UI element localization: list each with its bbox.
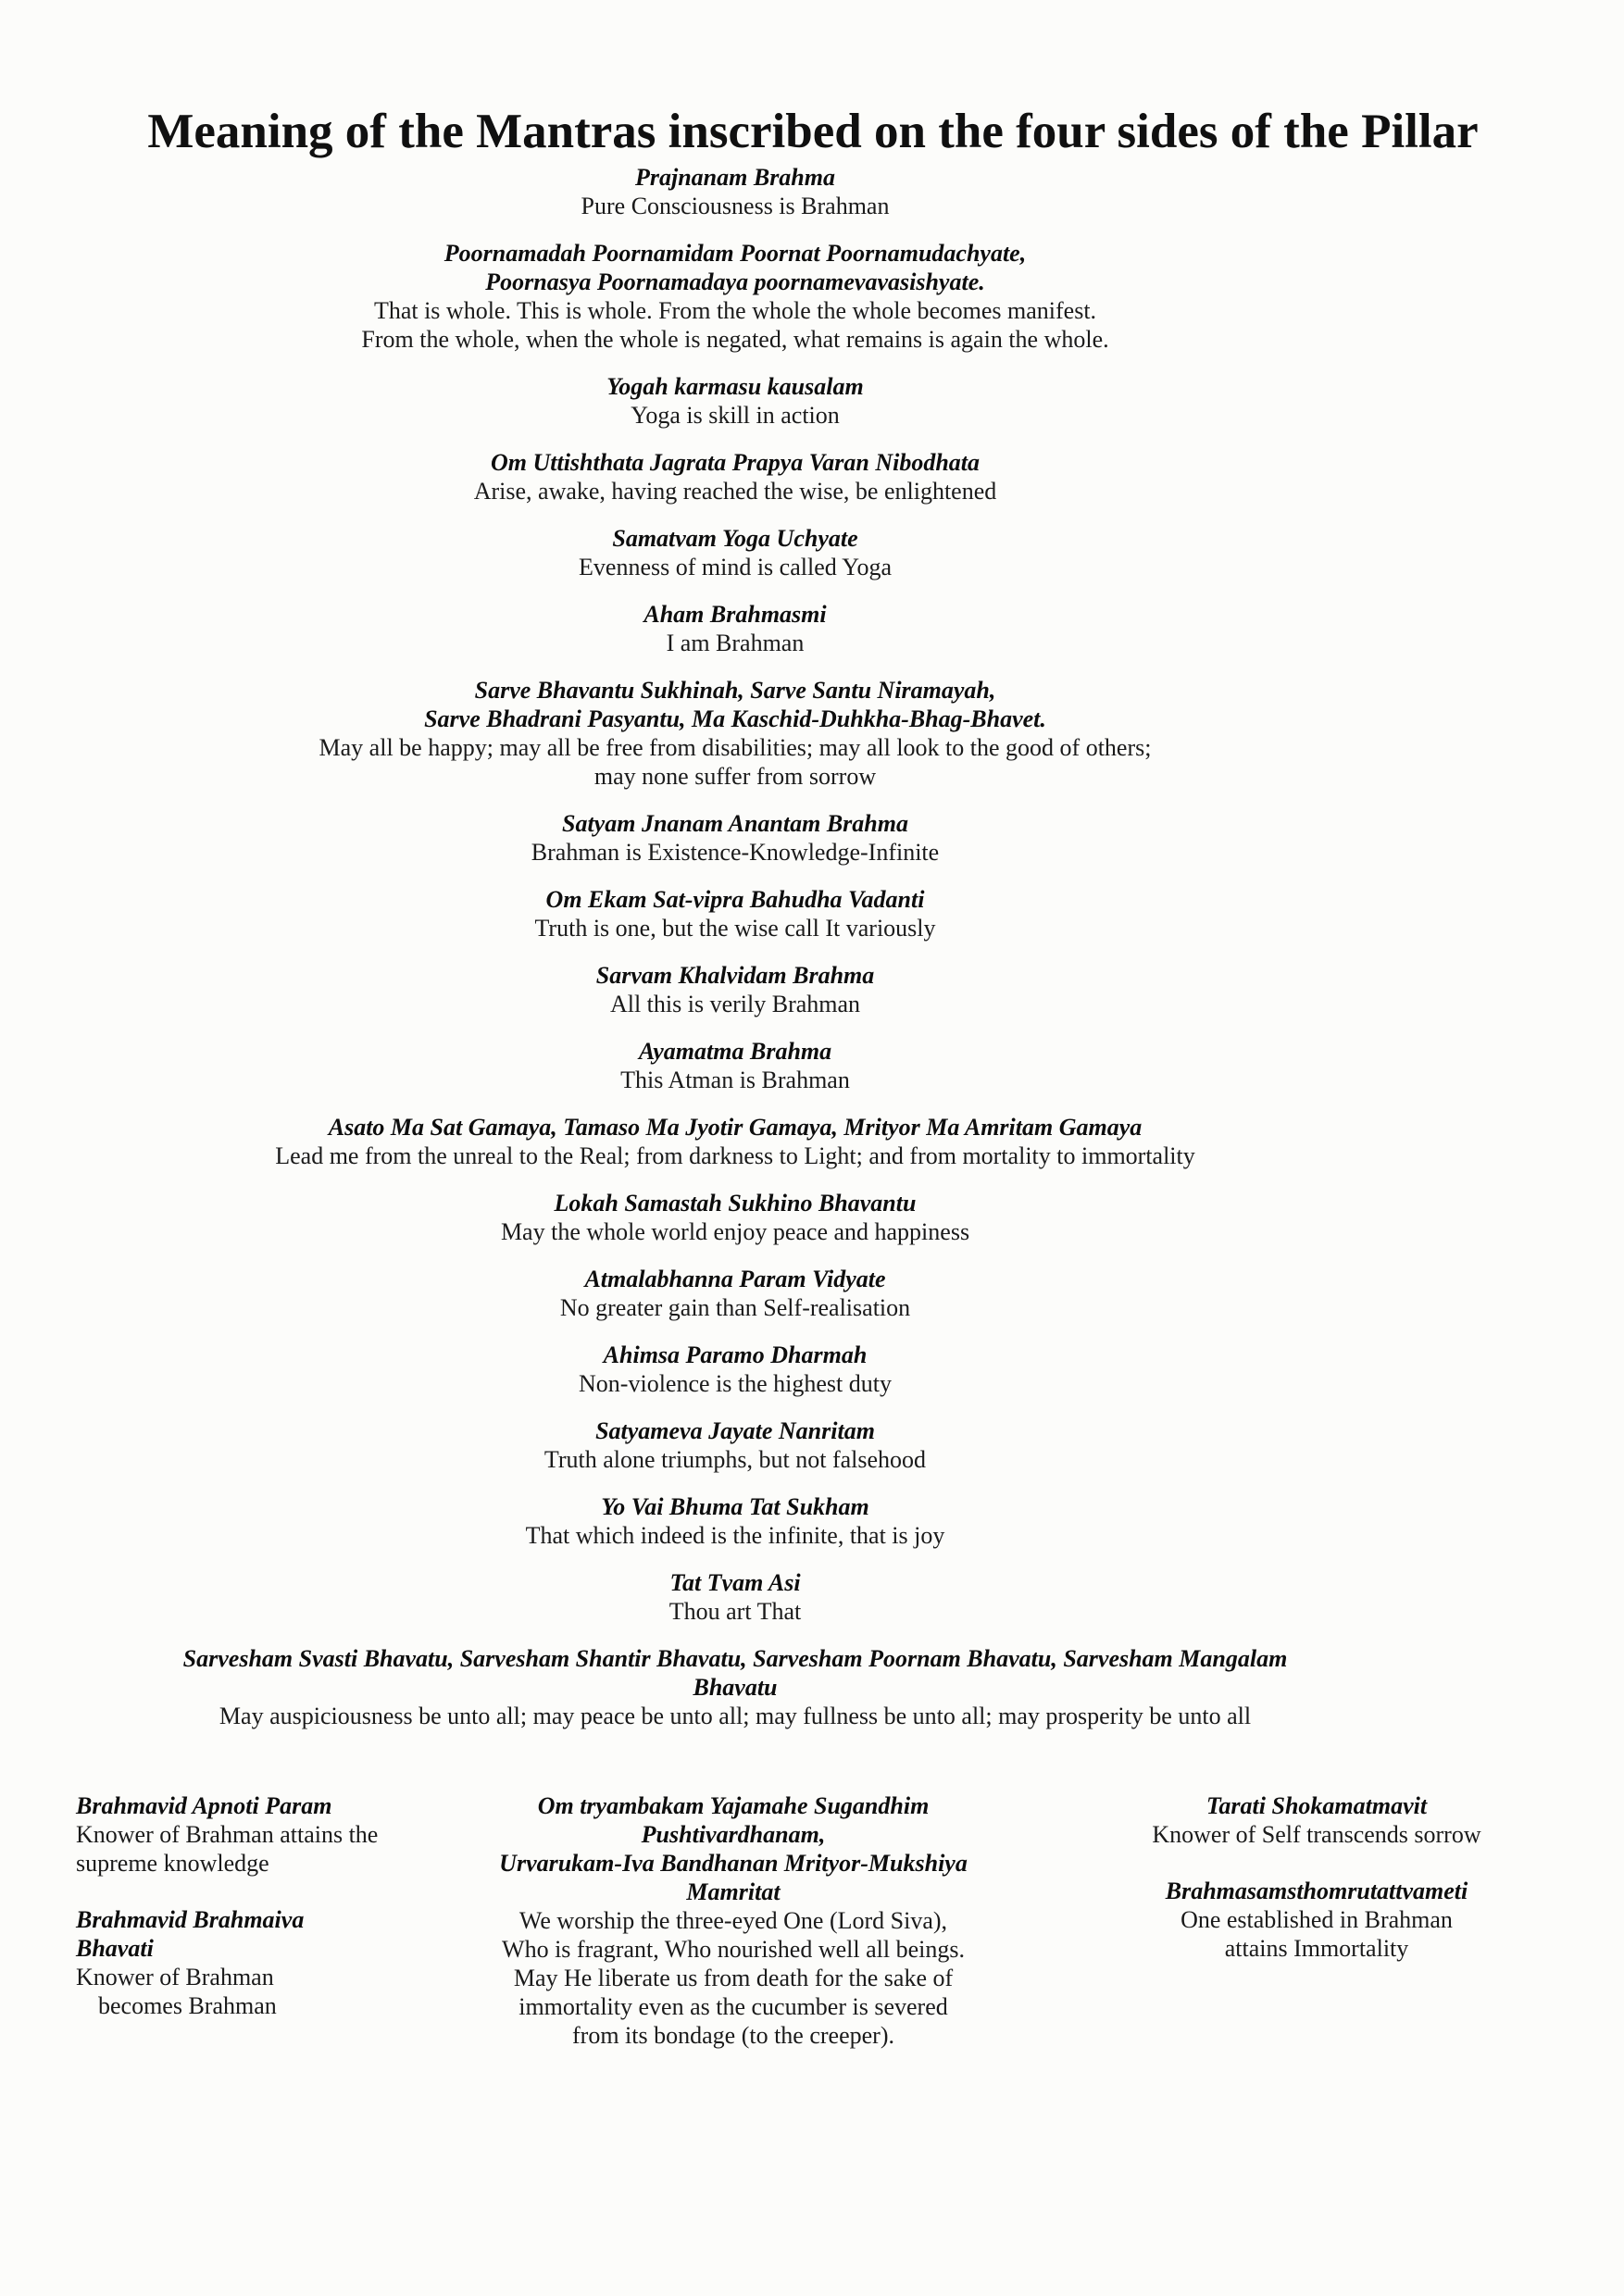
translation-line: attains Immortality [1224,1935,1409,1962]
translation-line: Arise, awake, having reached the wise, be enlightened [473,478,997,505]
sanskrit-line: Sarve Bhavantu Sukhinah, Sarve Santu Niramayah, [474,677,996,704]
mantra-block [76,448,1394,505]
translation-line: Yoga is skill in action [631,402,840,429]
column-center [381,1791,1085,2078]
sanskrit-line: Atmalabhanna Param Vidyate [584,1266,886,1292]
translation-line: Knower of Self transcends sorrow [1152,1821,1481,1848]
sanskrit-line: Satyam Jnanam Anantam Brahma [562,810,908,837]
translation-line: Knower of Brahman attains the [76,1821,379,1848]
translation-line: No greater gain than Self-realisation [559,1294,911,1321]
translation-line: From the whole, when the whole is negated, what remains is again the whole. [361,326,1109,353]
translation-line: May auspiciousness be unto all; may peace be unto all; may fullness be unto all; may prosperity be unto all [219,1703,1252,1729]
mantra-block [76,1492,1394,1550]
mantra-block [409,1791,1057,2050]
translation-line: This Atman is Brahman [620,1067,850,1093]
sanskrit-line: Urvarukam-Iva Bandhanan Mrityor-Mukshiya [499,1850,968,1877]
mantra-block [1085,1877,1548,1963]
mantra-block [76,961,1394,1018]
mantra-block [76,1416,1394,1474]
translation-line: Pure Consciousness is Brahman [581,193,890,219]
translation-line: Knower of Brahman [76,1964,274,1990]
mantra-block [0,1644,1480,1730]
mantra-block [76,239,1394,354]
mantra-list [76,163,1394,1730]
mantra-block [76,1113,1394,1170]
mantra-block [76,885,1394,942]
translation-line: All this is verily Brahman [609,991,861,1017]
translation-line: I am Brahman [666,630,805,656]
footer-columns [76,1791,1548,2078]
sanskrit-line: Poornasya Poornamadaya poornamevavasishyate. [485,268,985,295]
translation-line: immortality even as the cucumber is severed [518,1993,948,2020]
column-right [1085,1791,1548,2078]
page-title: Meaning of the Mantras inscribed on the four sides of the Pillar [147,105,1479,158]
mantra-block [76,1568,1394,1626]
translation-line: May the whole world enjoy peace and happiness [500,1218,970,1245]
translation-line: Who is fragrant, Who nourished well all beings. [502,1936,965,1963]
mantra-block [76,1265,1394,1322]
translation-line: That which indeed is the infinite, that is joy [525,1522,945,1549]
translation-line: We worship the three-eyed One (Lord Siva), [518,1907,948,1934]
mantra-block [76,163,1394,220]
mantra-block [76,1189,1394,1246]
translation-line: That is whole. This is whole. From the whole the whole becomes manifest. [373,297,1097,324]
sanskrit-line: Om Ekam Sat-vipra Bahudha Vadanti [545,886,925,913]
translation-line: Truth alone triumphs, but not falsehood [543,1446,927,1473]
sanskrit-line: Lokah Samastah Sukhino Bhavantu [554,1190,917,1217]
translation-line: Thou art That [668,1598,802,1625]
mantra-block [76,1905,381,2020]
column-left [76,1791,381,2078]
translation-line: supreme knowledge [76,1850,269,1877]
sanskrit-line: Brahmasamsthomrutattvameti [1165,1878,1468,1904]
mantra-block [76,600,1394,657]
translation-line: from its bondage (to the creeper). [572,2022,894,2049]
mantra-block [76,809,1394,867]
sanskrit-line: Samatvam Yoga Uchyate [612,525,858,552]
mantra-block [76,676,1394,791]
sanskrit-line: Yogah karmasu kausalam [606,373,864,400]
sanskrit-line: Mamritat [686,1878,781,1905]
translation-line: May all be happy; may all be free from disabilities; may all look to the good of others; [319,734,1152,761]
mantra-block [76,1037,1394,1094]
translation-line: Non-violence is the highest duty [579,1370,892,1397]
sanskrit-line: Yo Vai Bhuma Tat Sukham [601,1493,869,1520]
sanskrit-line: Brahmavid Apnoti Param [76,1792,332,1819]
mantra-block [76,1791,381,1878]
translation-line: Brahman is Existence-Knowledge-Infinite [531,839,940,866]
translation-line: may none suffer from sorrow [593,763,877,790]
sanskrit-line: Sarve Bhadrani Pasyantu, Ma Kaschid-Duhkha-Bhag-Bhavet. [424,705,1046,732]
sanskrit-line: Tarati Shokamatmavit [1206,1792,1428,1819]
translation-line: One established in Brahman [1181,1906,1453,1933]
sanskrit-line: Bhavatu [693,1674,778,1701]
sanskrit-line: Poornamadah Poornamidam Poornat Poornamudachyate, [443,240,1027,267]
sanskrit-line: Tat Tvam Asi [669,1569,801,1596]
sanskrit-line: Satyameva Jayate Nanritam [595,1417,875,1444]
translation-line: Lead me from the unreal to the Real; from darkness to Light; and from mortality to immortality [275,1142,1195,1169]
sanskrit-line: Sarvesham Svasti Bhavatu, Sarvesham Shantir Bhavatu, Sarvesham Poornam Bhavatu, Sarvesham Mangalam [182,1645,1288,1672]
sanskrit-line: Ayamatma Brahma [638,1038,832,1065]
sanskrit-line: Ahimsa Paramo Dharmah [603,1341,868,1368]
sanskrit-line: Aham Brahmasmi [643,601,827,628]
sanskrit-line: Om Uttishthata Jagrata Prapya Varan Nibodhata [490,449,981,476]
sanskrit-line: Prajnanam Brahma [634,164,835,191]
mantra-block [1085,1791,1548,1849]
mantra-block [76,1341,1394,1398]
sanskrit-line: Om tryambakam Yajamahe Sugandhim [537,1792,930,1819]
mantra-block [76,524,1394,581]
sanskrit-line: Pushtivardhanam, [641,1821,826,1848]
translation-line: becomes Brahman [98,1992,277,2019]
translation-line: Evenness of mind is called Yoga [579,554,892,580]
translation-line: Truth is one, but the wise call It variously [534,915,936,942]
sanskrit-line: Asato Ma Sat Gamaya, Tamaso Ma Jyotir Gamaya, Mrityor Ma Amritam Gamaya [328,1114,1143,1141]
sanskrit-line: Sarvam Khalvidam Brahma [595,962,875,989]
mantra-block [76,372,1394,430]
sanskrit-line: Brahmavid Brahmaiva Bhavati [76,1906,305,1962]
translation-line: May He liberate us from death for the sake of [513,1965,954,1991]
